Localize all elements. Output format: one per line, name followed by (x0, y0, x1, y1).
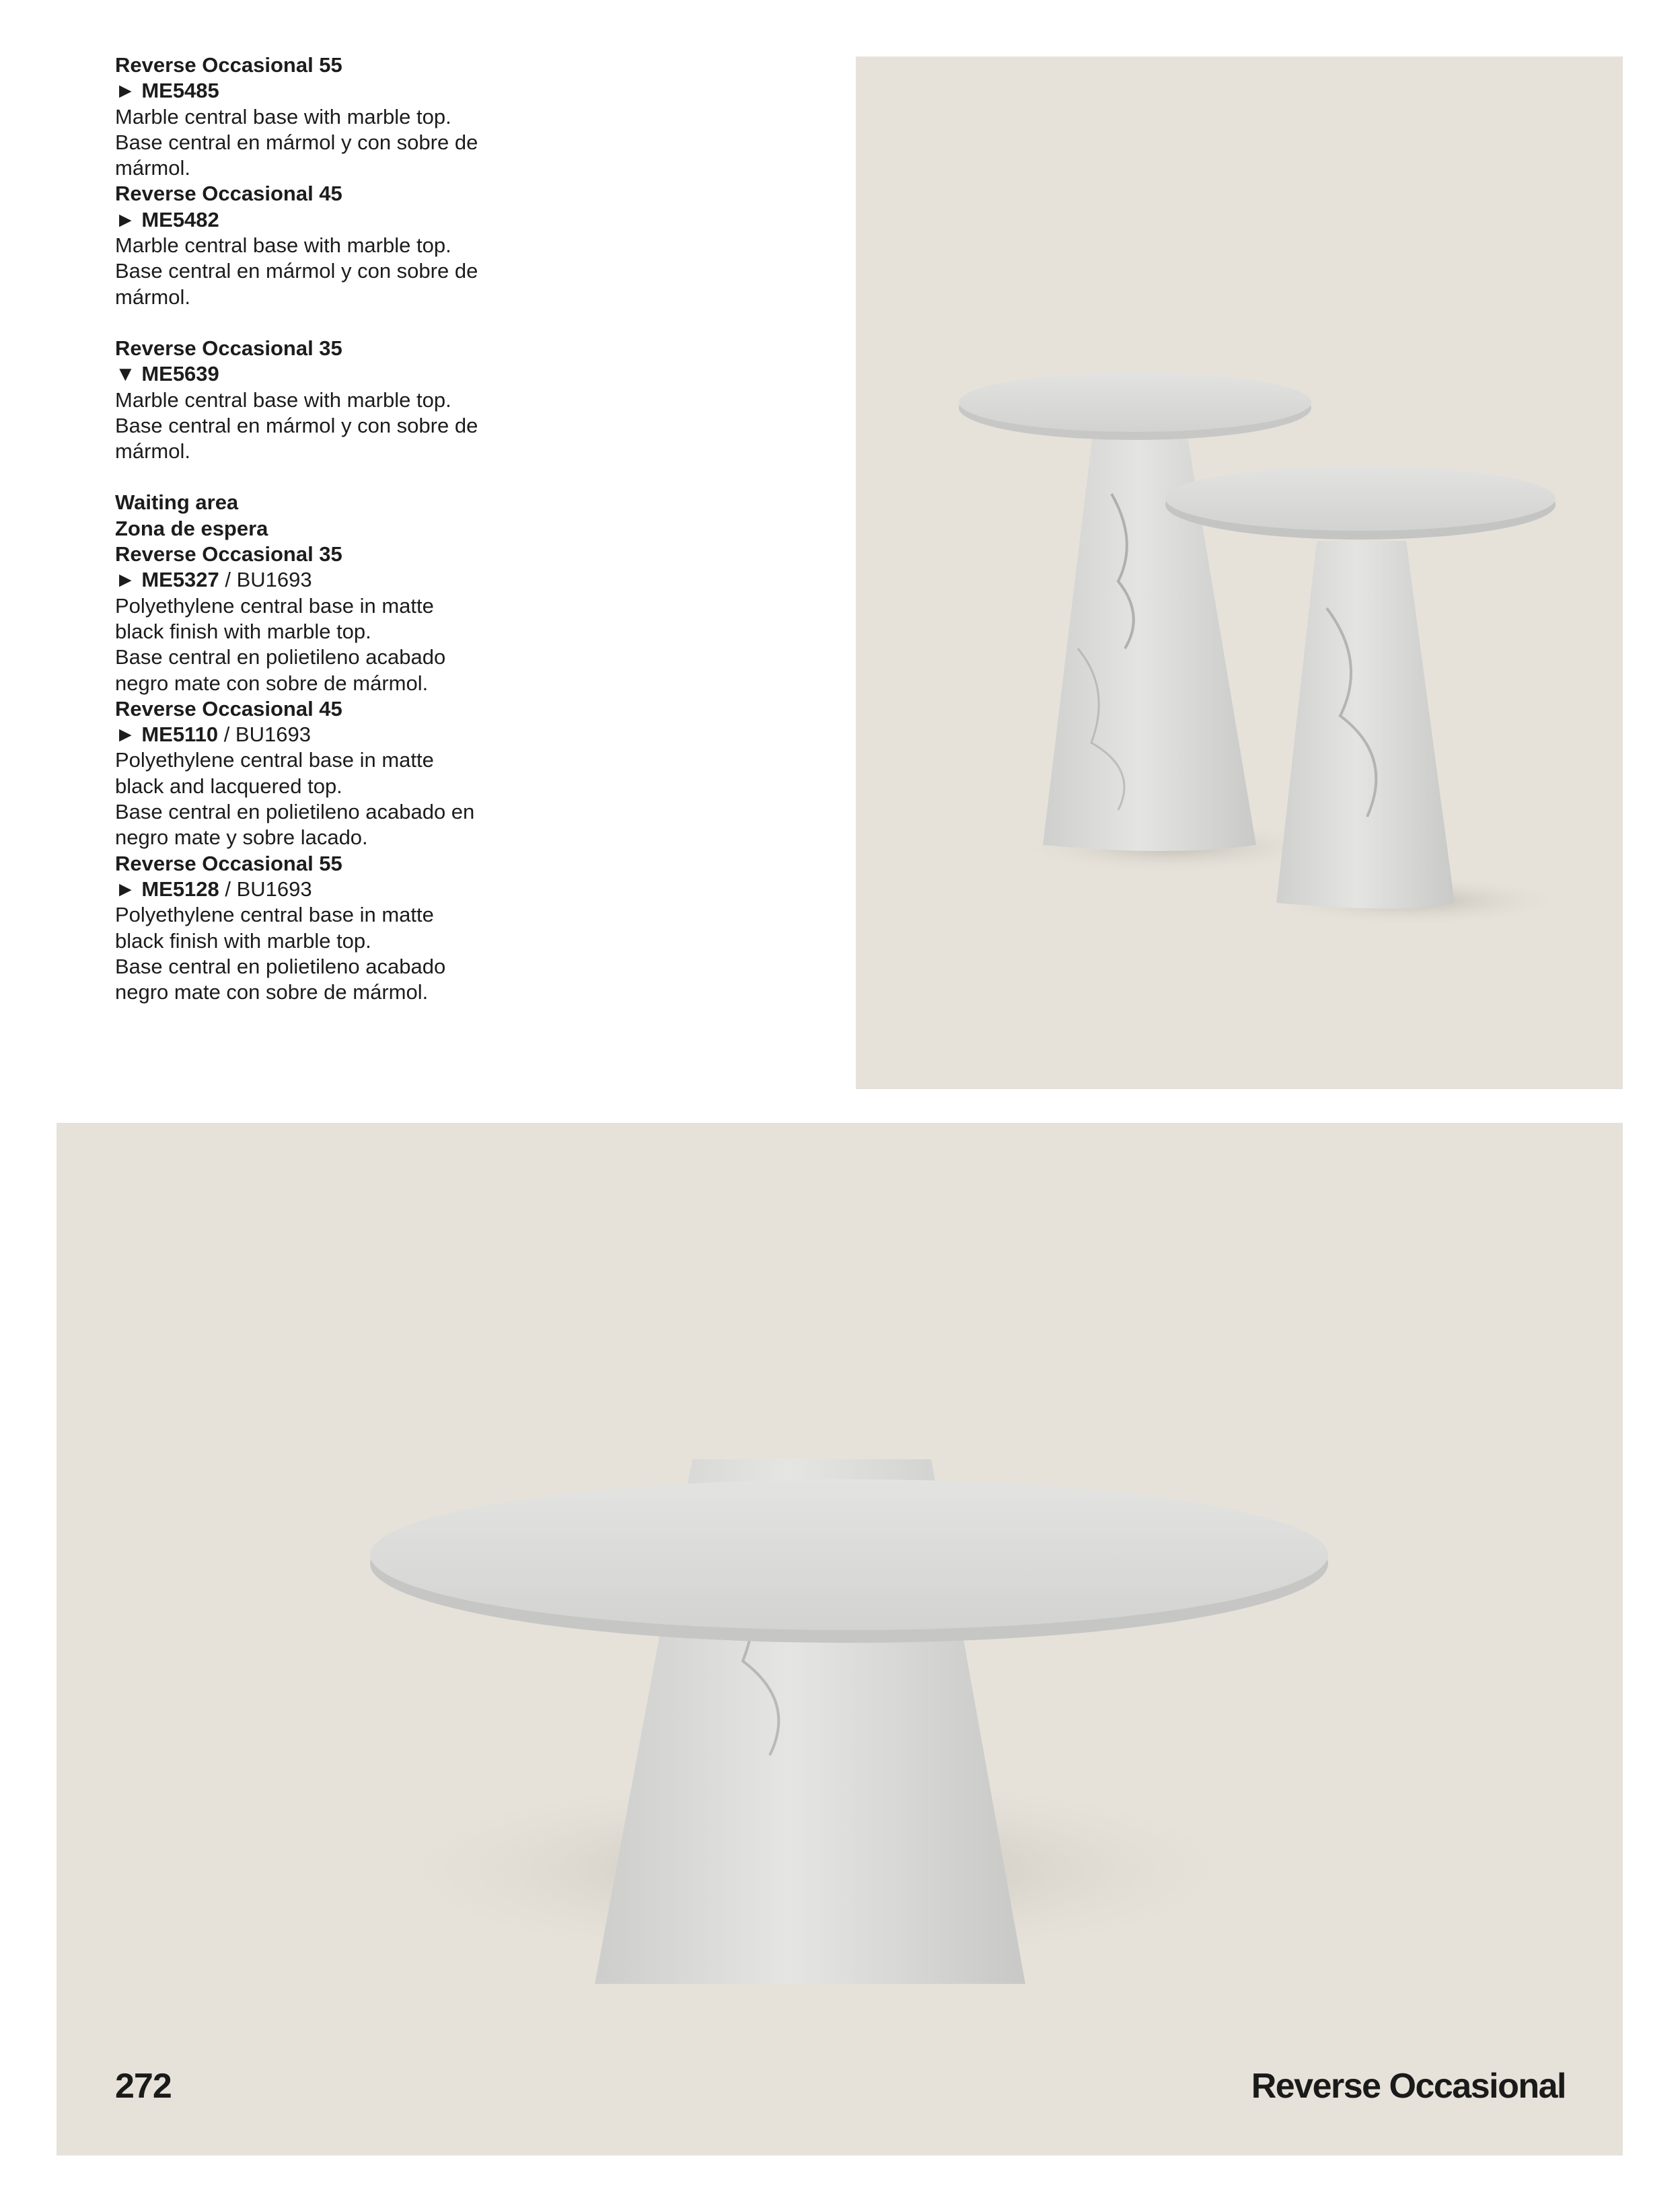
product-code-line (115, 567, 519, 593)
bullet-marker: ► (115, 568, 136, 592)
product-description-es: mármol. (115, 156, 190, 180)
product-name: Reverse Occasional 55 (115, 851, 342, 875)
bullet-marker: ► (115, 207, 136, 231)
product-description-en: Marble central base with marble top. (115, 104, 451, 128)
product-photo-two-tables (856, 57, 1623, 1089)
product-description-es: Base central en mármol y con sobre de (115, 413, 478, 437)
bullet-marker: ► (115, 723, 136, 747)
product-description: negro mate con sobre de mármol. (115, 671, 429, 695)
product-description: Base central en polietileno acabado (115, 645, 446, 669)
product-description: black and lacquered top. (115, 774, 342, 798)
product-description: Polyethylene central base in matte (115, 748, 434, 772)
product-code-line (115, 78, 519, 104)
product-description: Polyethylene central base in matte (115, 903, 434, 927)
product-description: Polyethylene central base in matte (115, 593, 434, 618)
product-name: Reverse Occasional 55 (115, 53, 342, 77)
product-code: ME5110 (141, 723, 219, 747)
product-description-es: mármol. (115, 439, 190, 464)
product-description-es: Base central en mármol y con sobre de (115, 130, 478, 154)
finish-code: / BU1693 (219, 877, 312, 901)
product-code-line (115, 207, 519, 233)
section-heading-es: Zona de espera (115, 516, 268, 540)
product-description: black finish with marble top. (115, 928, 371, 953)
product-name: Reverse Occasional 35 (115, 336, 342, 360)
product-description: Base central en polietileno acabado (115, 954, 446, 978)
product-description: Base central en polietileno acabado en (115, 800, 475, 824)
bullet-marker: ► (115, 877, 136, 901)
product-code-line (115, 361, 519, 387)
product-code: ME5482 (141, 207, 219, 231)
product-code-line (115, 877, 519, 902)
product-photo-low-table (57, 1123, 1623, 2155)
product-specs (115, 52, 519, 1005)
coffee-table-illustration (57, 1123, 1623, 2155)
page-number: 272 (115, 2067, 172, 2106)
product-description-en: Marble central base with marble top. (115, 388, 451, 412)
product-code: ME5128 (141, 877, 219, 901)
product-code: ME5639 (141, 362, 219, 386)
finish-code: / BU1693 (219, 568, 312, 592)
product-code: ME5485 (141, 79, 219, 103)
product-description: black finish with marble top. (115, 619, 371, 643)
finish-code: / BU1693 (218, 723, 311, 747)
bullet-marker: ▼ (115, 362, 136, 386)
product-code-line (115, 722, 519, 747)
product-description-es: Base central en mármol y con sobre de (115, 259, 478, 283)
product-description: negro mate con sobre de mármol. (115, 980, 429, 1004)
product-name: Reverse Occasional 45 (115, 696, 342, 721)
bullet-marker: ► (115, 79, 136, 103)
section-heading-en: Waiting area (115, 490, 239, 515)
product-description: negro mate y sobre lacado. (115, 825, 368, 850)
product-name: Reverse Occasional 35 (115, 542, 342, 566)
section-title: Reverse Occasional (1251, 2067, 1566, 2106)
product-name: Reverse Occasional 45 (115, 182, 342, 206)
side-tables-illustration (856, 57, 1623, 1089)
product-description-en: Marble central base with marble top. (115, 233, 451, 258)
product-description-es: mármol. (115, 285, 190, 309)
product-code: ME5327 (141, 568, 219, 592)
